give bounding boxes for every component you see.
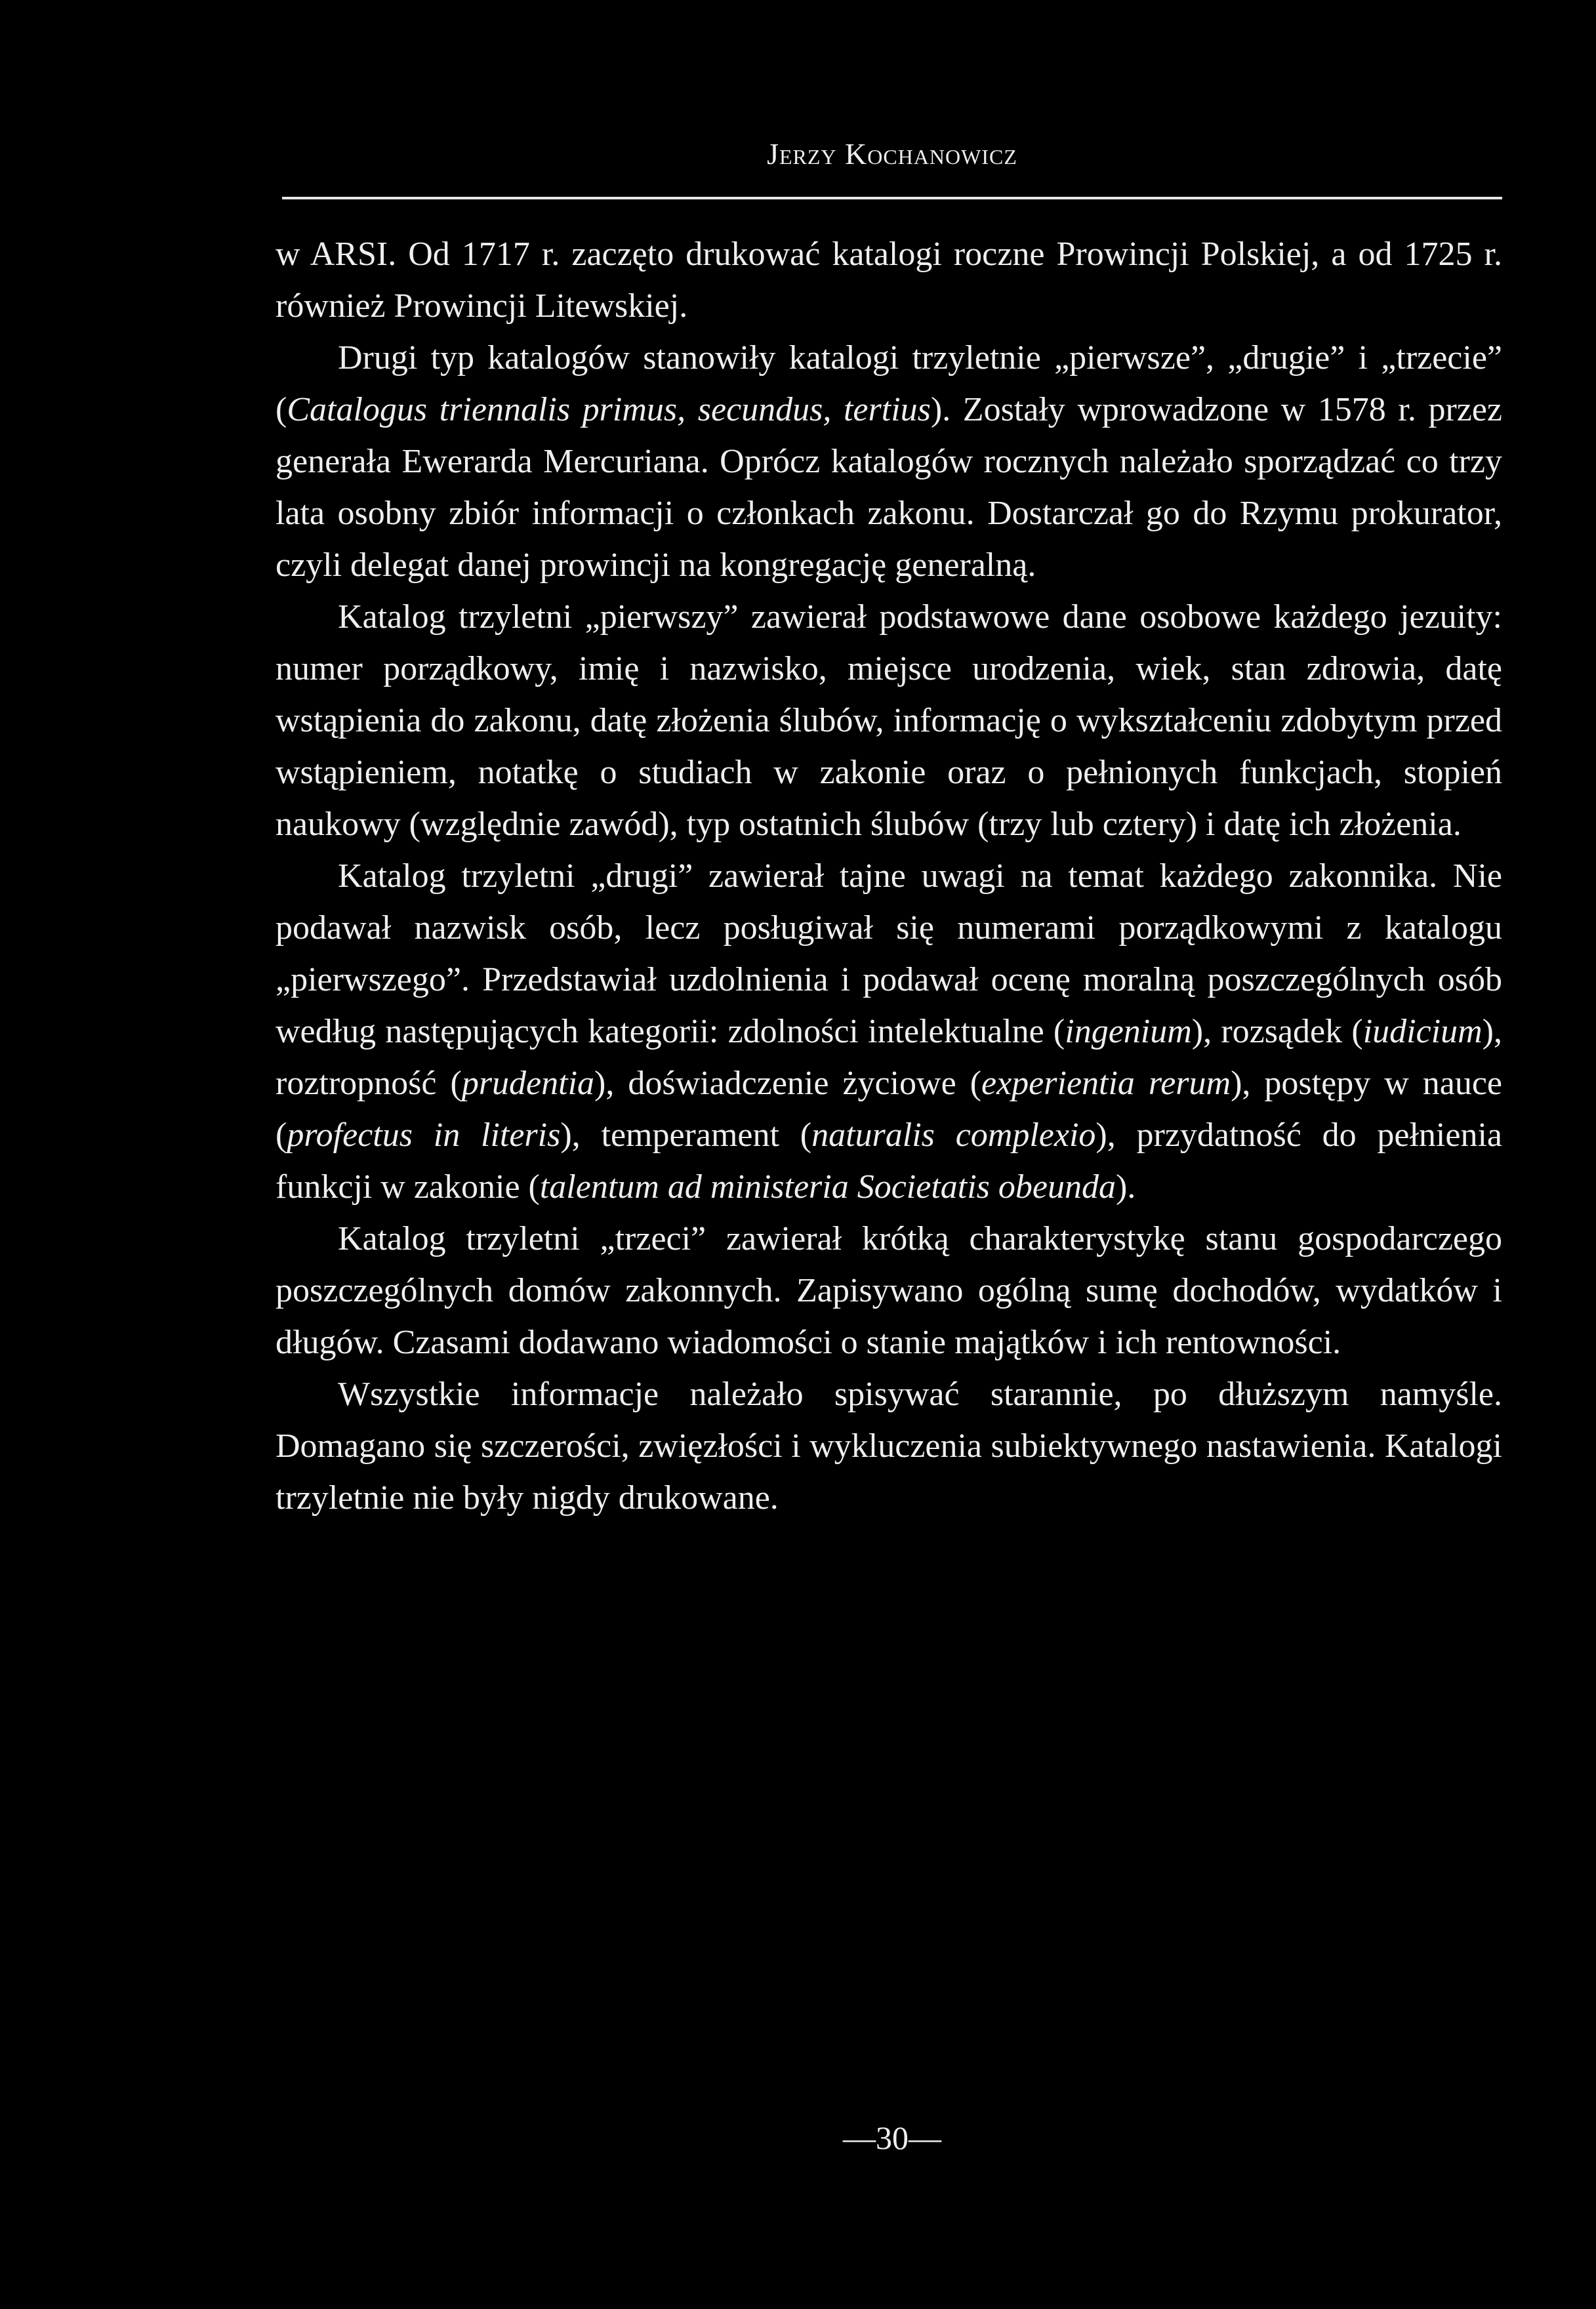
text-run: Drugi typ katalogów stanowiły katalogi trzyletnie „pierwsze”, „drugie” i „trzecie” ( [276, 339, 1502, 428]
paragraph [276, 591, 1502, 850]
italic-term: experientia rerum [981, 1065, 1231, 1102]
text-run: ), temperament ( [560, 1116, 812, 1154]
book-page [276, 0, 1509, 2309]
running-head: Jerzy Kochanowicz [767, 137, 1017, 171]
text-run: ), doświadczenie życiowe ( [594, 1065, 982, 1102]
paragraph [276, 332, 1502, 591]
paragraph [276, 228, 1502, 332]
text-run: Katalog trzyletni „drugi” zawierał tajne uwagi na temat każdego zakonnika. Nie podawał nazwisk osób, lecz posługiwał się numerami porządkowymi z katalogu „pierwszego”. Przedstawiał uzdolnienia i podawał ocenę moralną poszczególnych osób według następujących kategorii: zdolności intelektualne ( [276, 857, 1502, 1050]
text-run: ), przydatność do pełnienia funkcji w zakonie ( [276, 1116, 1502, 1206]
text-run: ), rozsądek ( [1191, 1013, 1363, 1050]
text-run: Katalog trzyletni „trzeci” zawierał krótką charakterystykę stanu gospodarczego poszczególnych domów zakonnych. Zapisywano ogólną sumę dochodów, wydatków i długów. Czasami dodawano wiadomości o stanie majątków i ich rentowności. [276, 1220, 1502, 1361]
italic-term: talentum ad ministeria Societatis obeunda [539, 1168, 1116, 1206]
text-run: ). Zostały wprowadzone w 1578 r. przez generała Ewerarda Mercuriana. Oprócz katalogów rocznych należało sporządzać co trzy lata osobny zbiór informacji o członkach zakonu. Dostarczał go do Rzymu prokurator, czyli delegat danej prowincji na kongregację generalną. [276, 391, 1503, 584]
text-run: ). [1116, 1168, 1136, 1206]
text-run: Katalog trzyletni „pierwszy” zawierał podstawowe dane osobowe każdego jezuity: numer porządkowy, imię i nazwisko, miejsce urodzenia, wiek, stan zdrowia, datę wstąpienia do zakonu, datę złożenia ślubów, informację o wykształceniu zdobytym przed wstąpieniem, notatkę o studiach w zakonie oraz o pełnionych funkcjach, stopień naukowy (względnie zawód), typ ostatnich ślubów (trzy lub cztery) i datę ich złożenia. [276, 598, 1502, 843]
header-rule [282, 197, 1502, 199]
page-number: —30— [843, 2119, 941, 2156]
paragraph [276, 1368, 1502, 1524]
text-run: Wszystkie informacje należało spisywać starannie, po dłuższym namyśle. Domagano się szczerości, zwięzłości i wykluczenia subiektywnego nastawienia. Katalogi trzyletnie nie były nigdy drukowane. [276, 1376, 1502, 1517]
text-run: ), postępy w nauce ( [276, 1065, 1503, 1154]
italic-term: profectus in literis [287, 1116, 561, 1154]
italic-term: ingenium [1065, 1013, 1192, 1050]
body-text [276, 228, 1502, 1524]
text-run: w ARSI. Od 1717 r. zaczęto drukować katalogi roczne Prowincji Polskiej, a od 1725 r. również Prowincji Litewskiej. [276, 235, 1502, 325]
italic-term: iudicium [1362, 1013, 1483, 1050]
paragraph [276, 850, 1502, 1213]
text-run: ), roztropność ( [276, 1013, 1502, 1102]
italic-term: naturalis complexio [811, 1116, 1096, 1154]
italic-term: prudentia [461, 1065, 595, 1102]
italic-term: Catalogus triennalis primus, secundus, tertius [287, 391, 931, 428]
paragraph [276, 1213, 1502, 1368]
